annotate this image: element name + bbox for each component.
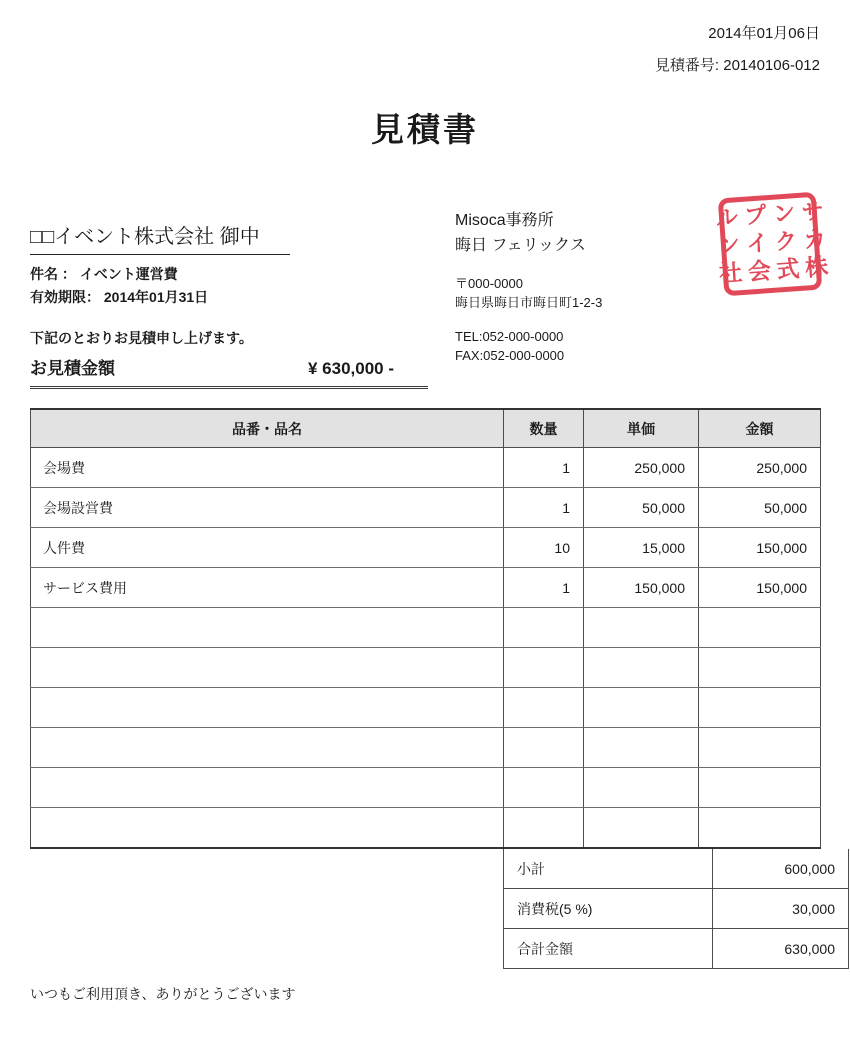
empty-name-cell xyxy=(31,648,504,688)
recipient-name: □□イベント株式会社 御中 xyxy=(30,220,290,255)
empty-qty-cell xyxy=(504,648,584,688)
issuer-address: 晦日県晦日市晦日町1-2-3 xyxy=(455,294,603,310)
summary-value-cell: 30,000 xyxy=(713,889,849,929)
empty-name-cell xyxy=(31,808,504,849)
header-quantity: 数量 xyxy=(504,409,584,448)
issuer-office: Misoca事務所 xyxy=(455,212,554,229)
item-unit-price-cell: 50,000 xyxy=(584,488,699,528)
page-title: 見積書 xyxy=(371,111,479,148)
item-name-cell: 会場設営費 xyxy=(31,488,504,528)
empty-unit-price-cell xyxy=(584,688,699,728)
empty-table-row xyxy=(31,768,821,808)
items-table-area xyxy=(30,408,835,969)
empty-name-cell xyxy=(31,728,504,768)
empty-amount-cell xyxy=(699,728,821,768)
document-meta xyxy=(655,26,820,73)
stamp-line: 株式会社 xyxy=(715,254,830,286)
item-amount-cell: 250,000 xyxy=(699,448,821,488)
empty-table-row xyxy=(31,688,821,728)
empty-qty-cell xyxy=(504,768,584,808)
stamp-text xyxy=(710,198,831,290)
empty-unit-price-cell xyxy=(584,728,699,768)
empty-name-cell xyxy=(31,608,504,648)
stamp-line: サンプル xyxy=(711,198,826,230)
total-amount-box xyxy=(30,354,428,389)
summary-row xyxy=(504,849,849,889)
empty-amount-cell xyxy=(699,688,821,728)
table-row xyxy=(31,528,821,568)
expiry-line: 有効期限： 2014年01月31日 xyxy=(30,289,209,305)
empty-amount-cell xyxy=(699,768,821,808)
greeting-text: 下記のとおりお見積申し上げます。 xyxy=(30,330,253,346)
empty-table-row xyxy=(31,808,821,849)
summary-table xyxy=(503,849,849,969)
summary-label-cell: 合計金額 xyxy=(504,929,713,969)
empty-qty-cell xyxy=(504,608,584,648)
company-seal-stamp xyxy=(711,192,830,297)
empty-qty-cell xyxy=(504,728,584,768)
header-amount: 金額 xyxy=(699,409,821,448)
summary-row xyxy=(504,889,849,929)
issuer-postal-code: 〒000-0000 xyxy=(455,276,523,292)
item-qty-cell: 1 xyxy=(504,488,584,528)
empty-unit-price-cell xyxy=(584,608,699,648)
item-amount-cell: 150,000 xyxy=(699,568,821,608)
table-row xyxy=(31,448,821,488)
table-header-row xyxy=(31,409,821,448)
item-unit-price-cell: 250,000 xyxy=(584,448,699,488)
empty-table-row xyxy=(31,728,821,768)
estimate-number: 見積番号: 20140106-012 xyxy=(654,57,820,74)
empty-name-cell xyxy=(31,688,504,728)
amount-label: お見積金額 xyxy=(30,359,115,378)
issuer-person: 晦日 フェリックス xyxy=(455,236,586,254)
table-row xyxy=(31,488,821,528)
item-amount-cell: 150,000 xyxy=(699,528,821,568)
item-unit-price-cell: 15,000 xyxy=(584,528,699,568)
item-qty-cell: 1 xyxy=(504,568,584,608)
empty-name-cell xyxy=(31,768,504,808)
empty-unit-price-cell xyxy=(584,808,699,849)
empty-amount-cell xyxy=(699,808,821,849)
empty-amount-cell xyxy=(699,608,821,648)
summary-body xyxy=(504,849,849,969)
header-item-name: 品番・品名 xyxy=(31,409,504,448)
items-table xyxy=(30,408,821,849)
item-unit-price-cell: 150,000 xyxy=(584,568,699,608)
empty-amount-cell xyxy=(699,648,821,688)
empty-unit-price-cell xyxy=(584,768,699,808)
thank-you-note: いつもご利用頂き、ありがとうございます xyxy=(30,986,296,1002)
header-unit-price: 単価 xyxy=(584,409,699,448)
item-qty-cell: 10 xyxy=(504,528,584,568)
stamp-line: カクイン xyxy=(713,226,828,258)
summary-label-cell: 消費税(5 %) xyxy=(504,889,713,929)
summary-label-cell: 小計 xyxy=(504,849,713,889)
issuer-fax: FAX:052-000-0000 xyxy=(455,347,565,363)
item-name-cell: 人件費 xyxy=(31,528,504,568)
empty-unit-price-cell xyxy=(584,648,699,688)
empty-qty-cell xyxy=(504,688,584,728)
summary-value-cell: 630,000 xyxy=(713,929,849,969)
empty-table-row xyxy=(31,648,821,688)
amount-value: ¥ 630,000 - xyxy=(307,359,394,378)
issue-date: 2014年01月06日 xyxy=(708,25,820,42)
empty-table-row xyxy=(31,608,821,648)
table-row xyxy=(31,568,821,608)
summary-value-cell: 600,000 xyxy=(713,849,849,889)
empty-qty-cell xyxy=(504,808,584,849)
subject-line: 件名 ： イベント運営費 xyxy=(30,266,178,282)
issuer-block xyxy=(455,210,602,364)
item-qty-cell: 1 xyxy=(504,448,584,488)
item-name-cell: 会場費 xyxy=(31,448,504,488)
summary-row xyxy=(504,929,849,969)
issuer-tel: TEL:052-000-0000 xyxy=(455,329,564,345)
item-name-cell: サービス費用 xyxy=(31,568,504,608)
items-body xyxy=(31,448,821,849)
item-amount-cell: 50,000 xyxy=(699,488,821,528)
